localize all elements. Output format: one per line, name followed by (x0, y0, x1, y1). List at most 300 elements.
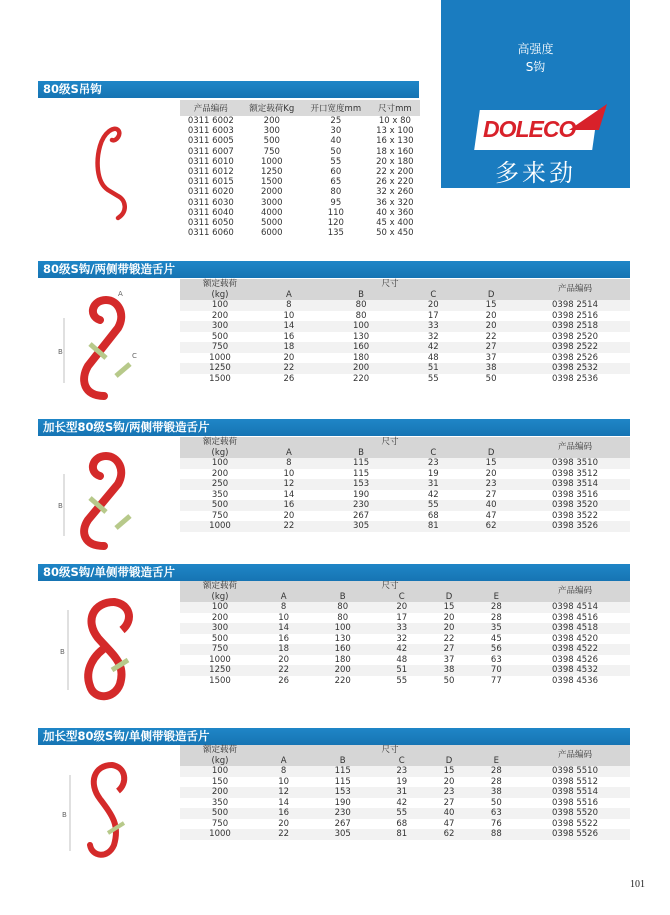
table-row (180, 787, 630, 798)
section-title-2: 80级S钩/两侧带锻造舌片 (38, 261, 630, 278)
table-cell: 32 (378, 634, 425, 645)
table-cell: 20 (260, 819, 307, 830)
table-cell: 110 (327, 207, 344, 218)
table-cell: 63 (473, 808, 520, 819)
table-cell: 0398 3510 (520, 458, 630, 469)
table-cell: 68 (378, 819, 425, 830)
table-cell: 80 (307, 613, 378, 624)
th-col: B (307, 756, 378, 767)
dim-c-label: C (132, 352, 137, 360)
table-cell: 55 (378, 676, 425, 687)
table-cell: 1500 (260, 177, 283, 188)
table-cell: 160 (318, 342, 405, 353)
table-cell: 38 (425, 665, 472, 676)
table-row (180, 311, 630, 322)
table-cell: 130 (307, 634, 378, 645)
table-cell: 0398 3522 (520, 511, 630, 522)
table-row (180, 634, 630, 645)
table-header-row (180, 581, 630, 592)
th-col: D (425, 756, 472, 767)
table-cell: 17 (404, 311, 462, 322)
table-cell: 1000 (180, 521, 260, 532)
th-size: 尺寸mm (370, 100, 420, 116)
th-dim: 尺寸 (260, 279, 520, 290)
section-title-4: 80级S钩/单侧带锻造舌片 (38, 564, 630, 581)
th-unit: (kg) (180, 592, 260, 603)
table-cell: 56 (473, 644, 520, 655)
table-row (180, 177, 420, 187)
table-cell: 15 (425, 602, 472, 613)
table-cell: 65 (330, 177, 342, 188)
table-cell: 76 (473, 819, 520, 830)
table-cell: 0311 6005 (187, 136, 234, 147)
table-cell: 68 (404, 511, 462, 522)
table-row (180, 147, 420, 157)
table-cell: 160 (307, 644, 378, 655)
table-cell: 750 (180, 644, 260, 655)
table-cell: 153 (307, 787, 378, 798)
dim-a-label: A (118, 290, 123, 298)
th-code: 产品编码 (520, 279, 630, 300)
table-cell: 150 (180, 777, 260, 788)
brand-line1: 高强度 (517, 42, 554, 56)
table-cell: 0311 6002 (187, 116, 234, 127)
section-title-5: 加长型80级S钩/单侧带锻造舌片 (38, 728, 630, 745)
table-cell: 135 (327, 228, 344, 239)
table-cell: 51 (378, 665, 425, 676)
th-col: C (404, 290, 462, 301)
table-cell: 23 (404, 458, 462, 469)
th-code: 产品编码 (520, 581, 630, 602)
table-cell: 0398 4520 (520, 634, 630, 645)
th-col: D (462, 290, 520, 301)
table-cell: 0398 3516 (520, 490, 630, 501)
th-unit: (kg) (180, 448, 260, 459)
table-cell: 18 (260, 644, 307, 655)
table-cell: 100 (180, 766, 260, 777)
table-cell: 200 (180, 311, 260, 322)
th-col: B (318, 290, 405, 301)
table-cell: 115 (307, 777, 378, 788)
table-cell: 1000 (180, 353, 260, 364)
table-cell: 35 (473, 623, 520, 634)
table-cell: 18 x 160 (376, 146, 414, 157)
table-cell: 1000 (260, 156, 283, 167)
table-cell: 62 (462, 521, 520, 532)
table-cell: 20 (378, 602, 425, 613)
table-row (180, 676, 630, 687)
table-cell: 27 (425, 644, 472, 655)
brand-line2: S钩 (525, 60, 546, 74)
table-cell: 0398 2532 (520, 363, 630, 374)
table-row (180, 363, 630, 374)
table-cell: 0398 4514 (520, 602, 630, 613)
table-cell: 17 (378, 613, 425, 624)
table-cell: 190 (318, 490, 405, 501)
table-cell: 0398 3512 (520, 469, 630, 480)
table-cell: 0398 5514 (520, 787, 630, 798)
table-cell: 23 (378, 766, 425, 777)
table-cell: 0311 6030 (187, 197, 234, 208)
th-dim: 尺寸 (260, 745, 520, 756)
th-col: E (473, 756, 520, 767)
th-load: 额定载荷 (180, 279, 260, 290)
table-row (180, 766, 630, 777)
table-cell: 20 x 180 (376, 156, 414, 167)
table-cell: 100 (180, 458, 260, 469)
th-col: A (260, 290, 318, 301)
table-cell: 55 (404, 374, 462, 385)
table-cell: 20 (260, 353, 318, 364)
table-cell: 10 (260, 469, 318, 480)
th-col: C (378, 592, 425, 603)
table-cell: 14 (260, 490, 318, 501)
table-row (180, 500, 630, 511)
page-number: 101 (630, 879, 645, 890)
th-load: 额定载荷 (180, 581, 260, 592)
table-cell: 14 (260, 798, 307, 809)
table-row (180, 342, 630, 353)
table-cell: 130 (318, 332, 405, 343)
table-cell: 27 (462, 490, 520, 501)
table-cell: 20 (462, 321, 520, 332)
table-cell: 4000 (260, 207, 283, 218)
s-hook-single-latch-image (54, 590, 164, 710)
table-cell: 0311 6010 (187, 156, 234, 167)
table-cell: 12 (260, 787, 307, 798)
table-cell: 0398 5512 (520, 777, 630, 788)
table-cell: 19 (404, 469, 462, 480)
table-cell: 50 (330, 146, 342, 157)
table-cell: 0398 2520 (520, 332, 630, 343)
table-cell: 10 (260, 311, 318, 322)
table-cell: 20 (260, 511, 318, 522)
table-cell: 10 (260, 613, 307, 624)
table-cell: 200 (307, 665, 378, 676)
table-cell: 62 (425, 829, 472, 840)
table-cell: 50 x 450 (376, 228, 414, 239)
table-row (180, 655, 630, 666)
table-row (180, 613, 630, 624)
th-col: D (462, 448, 520, 459)
long-s-hook-single-latch-image (54, 755, 164, 865)
table-cell: 750 (180, 342, 260, 353)
table-cell: 60 (330, 167, 342, 178)
table-cell: 28 (473, 602, 520, 613)
table-cell: 1000 (180, 829, 260, 840)
table-cell: 16 (260, 332, 318, 343)
table-cell: 50 (462, 374, 520, 385)
dim-b-label: B (58, 348, 63, 356)
table-cell: 0311 6040 (187, 207, 234, 218)
table-row (180, 157, 420, 167)
table-row (180, 798, 630, 809)
table-row (180, 521, 630, 532)
table-cell: 42 (378, 798, 425, 809)
table-cell: 8 (260, 766, 307, 777)
table-long-s-hook-single-latch (180, 745, 630, 840)
table-cell: 27 (462, 342, 520, 353)
th-col: B (318, 448, 405, 459)
table-row (180, 116, 420, 126)
table-cell: 40 x 360 (376, 207, 414, 218)
table-cell: 8 (260, 300, 318, 311)
table-cell: 200 (180, 613, 260, 624)
table-cell: 55 (378, 808, 425, 819)
table-row (180, 187, 420, 197)
table-cell: 0398 2514 (520, 300, 630, 311)
table-cell: 220 (318, 374, 405, 385)
table-cell: 80 (318, 300, 405, 311)
table-cell: 0398 4516 (520, 613, 630, 624)
table-cell: 100 (318, 321, 405, 332)
table-cell: 0398 2522 (520, 342, 630, 353)
brand-panel (441, 0, 630, 188)
th-code: 产品编码 (520, 745, 630, 766)
table-cell: 500 (180, 332, 260, 343)
table-cell: 20 (425, 777, 472, 788)
table-cell: 40 (330, 136, 342, 147)
table-cell: 20 (462, 469, 520, 480)
table-cell: 95 (330, 197, 342, 208)
table-row (180, 819, 630, 830)
th-unit: (kg) (180, 756, 260, 767)
table-cell: 750 (180, 819, 260, 830)
table-cell: 0398 2518 (520, 321, 630, 332)
table-row (180, 300, 630, 311)
brand-logo: DOLECO (483, 116, 576, 142)
table-row (180, 218, 420, 228)
table-cell: 22 (425, 634, 472, 645)
table-cell: 0311 6015 (187, 177, 234, 188)
table-cell: 200 (180, 787, 260, 798)
table-cell: 200 (263, 116, 280, 127)
table-cell: 1250 (260, 167, 283, 178)
dim-b-label-3: B (60, 648, 65, 656)
table-s-hook-double-latch (180, 279, 630, 384)
table-cell: 16 x 130 (376, 136, 414, 147)
table-cell: 0398 4518 (520, 623, 630, 634)
table-cell: 0398 2526 (520, 353, 630, 364)
table-cell: 20 (260, 655, 307, 666)
table-cell: 250 (180, 479, 260, 490)
table-row (180, 126, 420, 136)
table-cell: 23 (425, 787, 472, 798)
table-row (180, 479, 630, 490)
table-cell: 12 (260, 479, 318, 490)
table-cell: 28 (473, 766, 520, 777)
table-cell: 16 (260, 634, 307, 645)
table-row (180, 321, 630, 332)
table-cell: 38 (462, 363, 520, 374)
table-cell: 0398 4522 (520, 644, 630, 655)
table-cell: 50 (473, 798, 520, 809)
table-cell: 30 (330, 126, 342, 137)
table-cell: 220 (307, 676, 378, 687)
table-row (180, 644, 630, 655)
table-cell: 267 (307, 819, 378, 830)
table-row (180, 490, 630, 501)
table-cell: 500 (180, 808, 260, 819)
table-cell: 500 (263, 136, 280, 147)
th-col: A (260, 592, 307, 603)
table-cell: 0311 6060 (187, 228, 234, 239)
table-cell: 0398 4526 (520, 655, 630, 666)
table-cell: 81 (404, 521, 462, 532)
brand-cn-name: 多来劲 (495, 159, 576, 187)
table-header-row (180, 437, 630, 448)
table-row (180, 777, 630, 788)
table-cell: 200 (180, 469, 260, 480)
th-code: 产品编码 (180, 100, 242, 116)
table-cell: 32 (404, 332, 462, 343)
table-cell: 0311 6020 (187, 187, 234, 198)
table-cell: 8 (260, 602, 307, 613)
table-cell: 1000 (180, 655, 260, 666)
table-cell: 0311 6050 (187, 217, 234, 228)
table-row (180, 511, 630, 522)
table-cell: 25 (330, 116, 342, 127)
table-cell: 48 (404, 353, 462, 364)
table-cell: 20 (404, 300, 462, 311)
table-cell: 120 (327, 217, 344, 228)
table-cell: 63 (473, 655, 520, 666)
table-cell: 36 x 320 (376, 197, 414, 208)
table-cell: 100 (180, 602, 260, 613)
table-cell: 45 x 400 (376, 217, 414, 228)
table-cell: 80 (330, 187, 342, 198)
table-cell: 750 (180, 511, 260, 522)
table-s-hook (180, 100, 420, 238)
table-cell: 180 (307, 655, 378, 666)
th-col: C (378, 756, 425, 767)
table-cell: 305 (318, 521, 405, 532)
table-cell: 267 (318, 511, 405, 522)
th-load: 额定载荷Kg (242, 100, 302, 116)
th-load: 额定载荷 (180, 437, 260, 448)
table-cell: 190 (307, 798, 378, 809)
table-cell: 0398 5522 (520, 819, 630, 830)
table-cell: 55 (330, 156, 342, 167)
table-cell: 42 (404, 342, 462, 353)
table-cell: 0398 4532 (520, 665, 630, 676)
table-row (180, 458, 630, 469)
table-cell: 40 (425, 808, 472, 819)
table-cell: 230 (307, 808, 378, 819)
table-cell: 0398 3514 (520, 479, 630, 490)
table-cell: 50 (425, 676, 472, 687)
table-cell: 750 (263, 146, 280, 157)
th-col: B (307, 592, 378, 603)
table-cell: 23 (462, 479, 520, 490)
section-title-1: 80级S吊钩 (38, 81, 419, 98)
table-cell: 500 (180, 500, 260, 511)
table-cell: 33 (404, 321, 462, 332)
table-cell: 1250 (180, 665, 260, 676)
table-cell: 48 (378, 655, 425, 666)
table-row (180, 136, 420, 146)
table-cell: 153 (318, 479, 405, 490)
table-cell: 20 (462, 311, 520, 322)
table-cell: 300 (263, 126, 280, 137)
th-col: A (260, 448, 318, 459)
table-cell: 115 (318, 458, 405, 469)
table-row (180, 167, 420, 177)
table-cell: 0398 2536 (520, 374, 630, 385)
table-cell: 350 (180, 798, 260, 809)
th-dim: 尺寸 (260, 437, 520, 448)
table-long-s-hook-double-latch (180, 437, 630, 532)
table-cell: 1500 (180, 374, 260, 385)
table-row (180, 623, 630, 634)
dim-b-label-4: B (62, 811, 67, 819)
table-cell: 31 (378, 787, 425, 798)
table-cell: 28 (473, 777, 520, 788)
section-title-3: 加长型80级S钩/两侧带锻造舌片 (38, 419, 630, 436)
table-cell: 115 (318, 469, 405, 480)
table-cell: 26 (260, 676, 307, 687)
table-cell: 230 (318, 500, 405, 511)
table-row (180, 353, 630, 364)
th-dim: 尺寸 (260, 581, 520, 592)
table-cell: 70 (473, 665, 520, 676)
th-load: 额定载荷 (180, 745, 260, 756)
table-cell: 28 (473, 613, 520, 624)
table-cell: 81 (378, 829, 425, 840)
table-cell: 0398 3526 (520, 521, 630, 532)
table-row (180, 208, 420, 218)
s-hook-image (88, 120, 134, 230)
table-cell: 26 x 220 (376, 177, 414, 188)
table-cell: 15 (425, 766, 472, 777)
th-code: 产品编码 (520, 437, 630, 458)
table-row (180, 198, 420, 208)
table-cell: 32 x 260 (376, 187, 414, 198)
th-col: C (404, 448, 462, 459)
table-cell: 19 (378, 777, 425, 788)
table-cell: 305 (307, 829, 378, 840)
table-cell: 115 (307, 766, 378, 777)
table-cell: 14 (260, 321, 318, 332)
table-cell: 0398 3520 (520, 500, 630, 511)
table-cell: 40 (462, 500, 520, 511)
table-cell: 6000 (260, 228, 283, 239)
table-cell: 22 x 200 (376, 167, 414, 178)
table-row (180, 829, 630, 840)
table-cell: 77 (473, 676, 520, 687)
table-cell: 0398 5516 (520, 798, 630, 809)
long-s-hook-latch-image (54, 446, 164, 556)
table-cell: 37 (462, 353, 520, 364)
table-cell: 45 (473, 634, 520, 645)
table-cell: 0311 6012 (187, 167, 234, 178)
table-row (180, 374, 630, 385)
table-cell: 350 (180, 490, 260, 501)
table-cell: 26 (260, 374, 318, 385)
table-cell: 15 (462, 300, 520, 311)
table-cell: 5000 (260, 217, 283, 228)
table-cell: 18 (260, 342, 318, 353)
table-cell: 180 (318, 353, 405, 364)
table-cell: 500 (180, 634, 260, 645)
table-row (180, 665, 630, 676)
table-cell: 80 (318, 311, 405, 322)
table-cell: 0398 4536 (520, 676, 630, 687)
th-col: D (425, 592, 472, 603)
th-col: E (473, 592, 520, 603)
table-cell: 1250 (180, 363, 260, 374)
table-cell: 20 (425, 623, 472, 634)
